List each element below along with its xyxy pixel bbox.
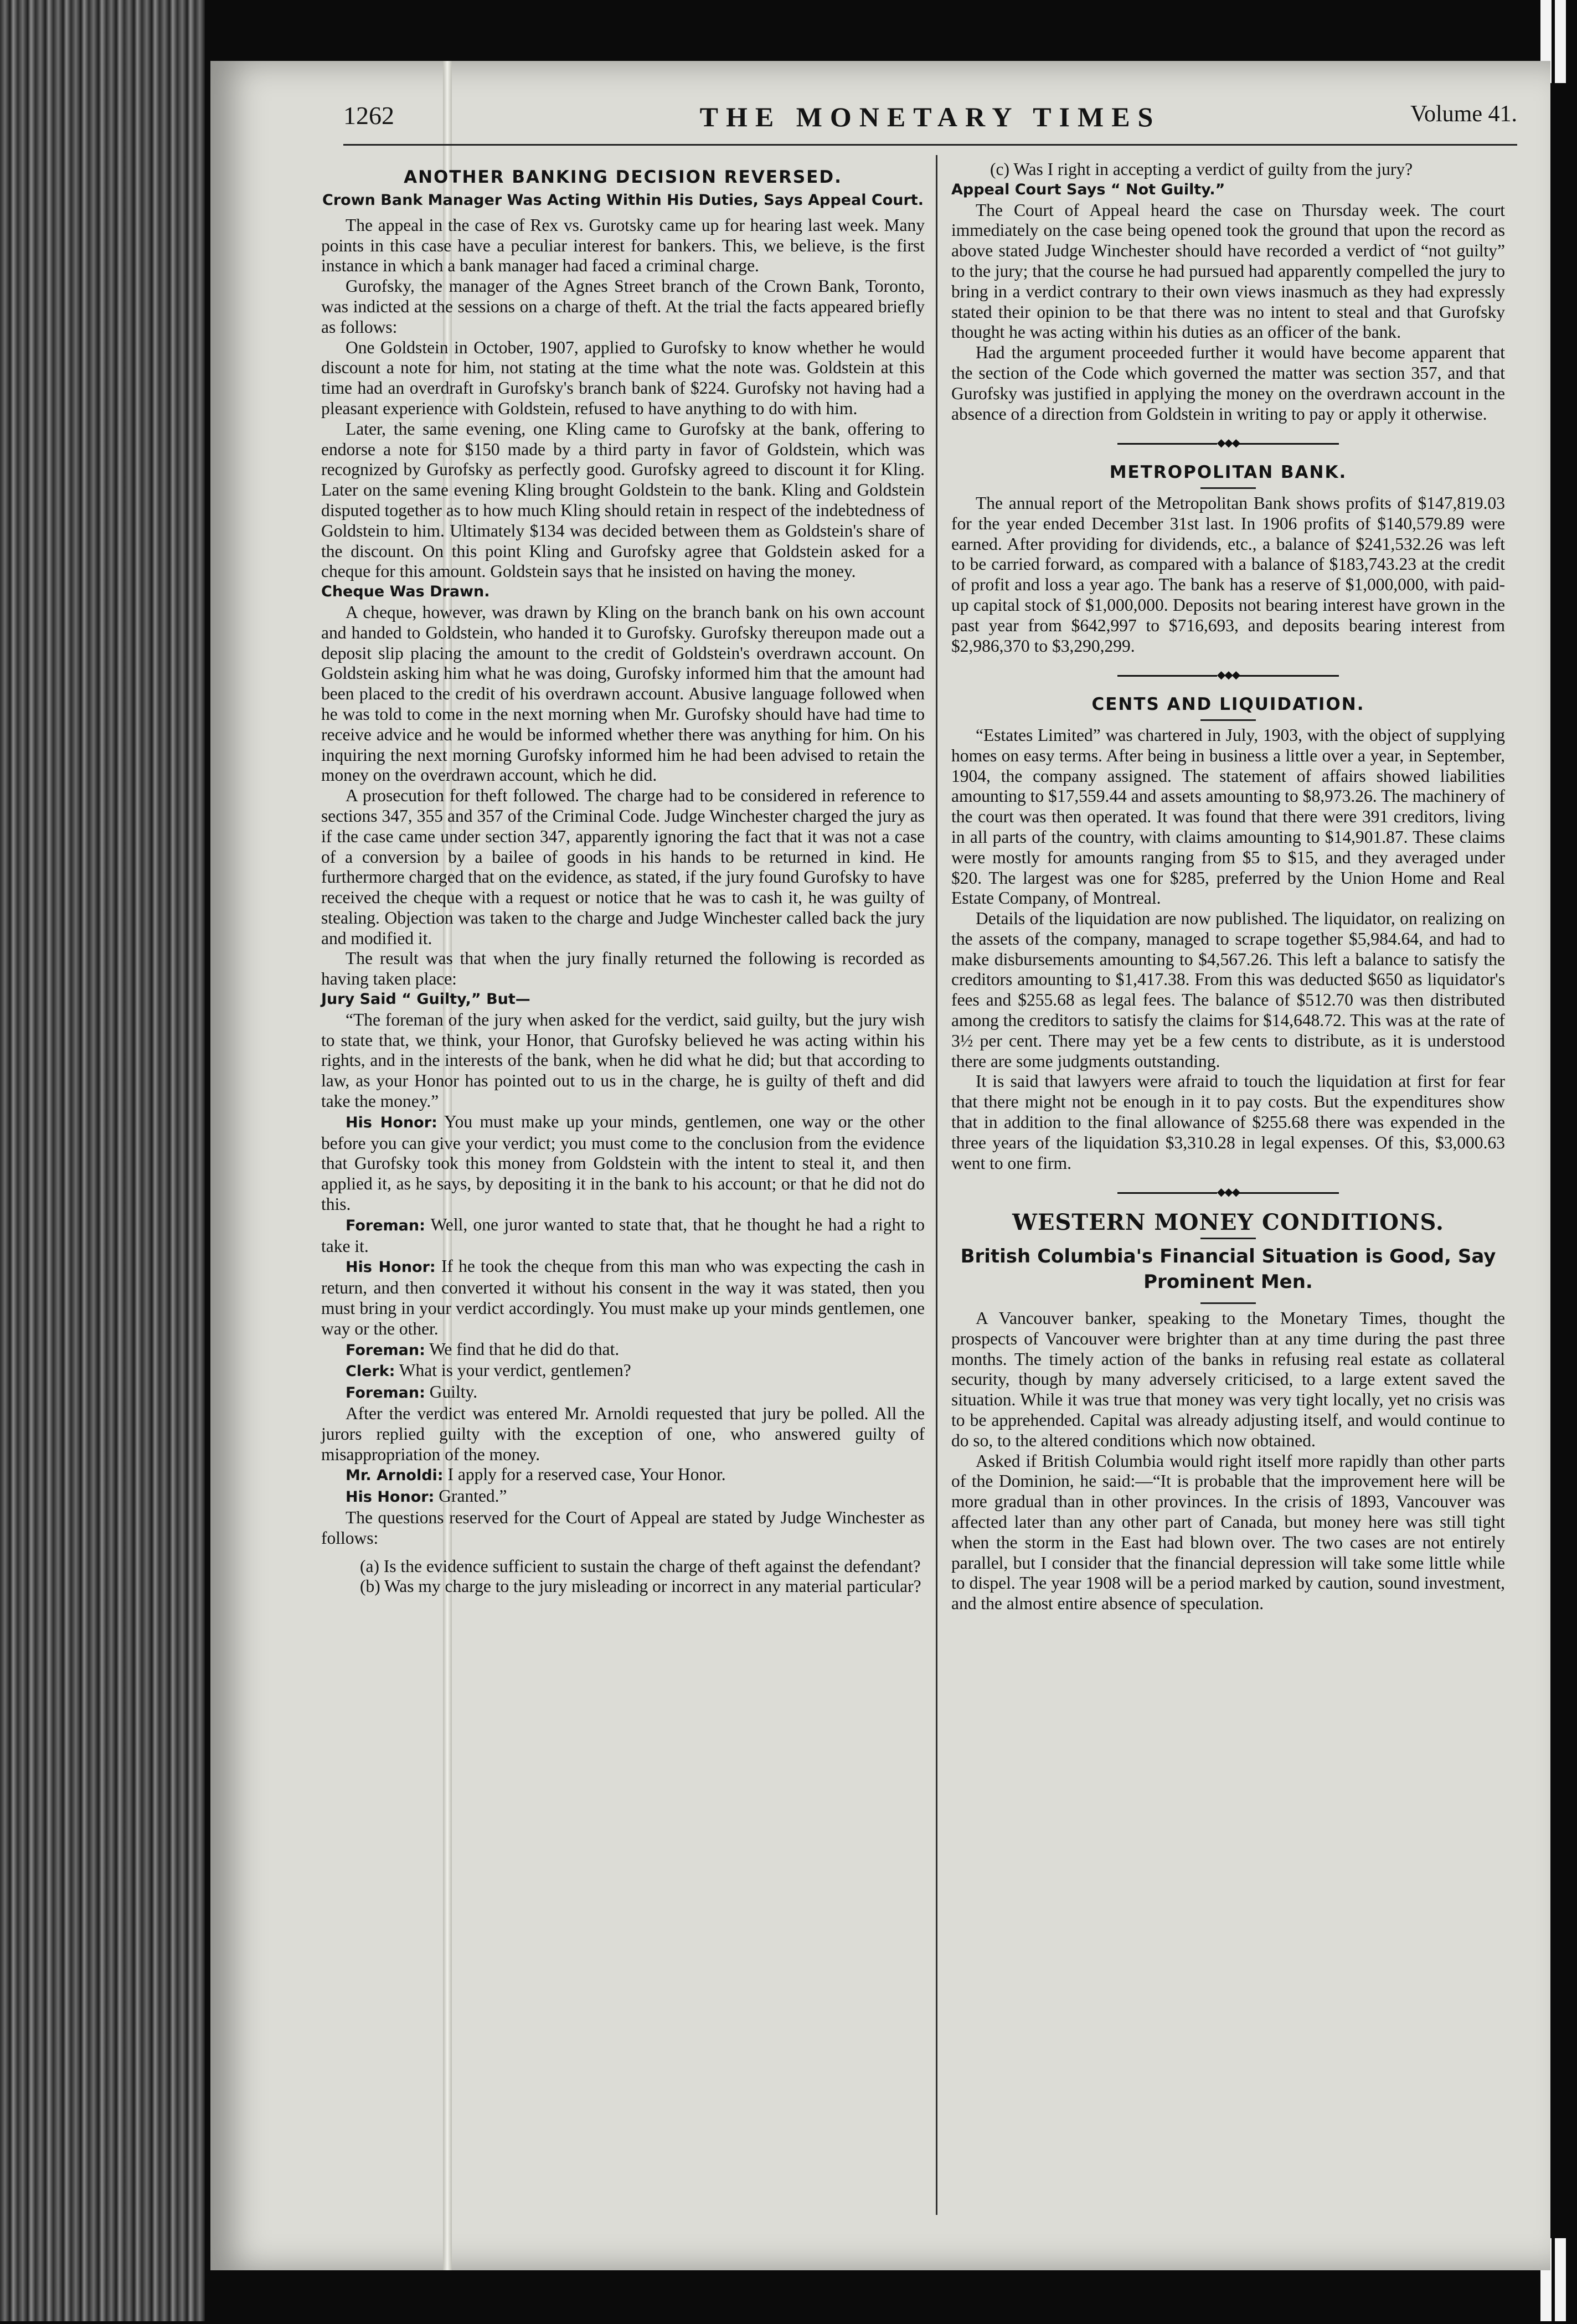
speaker: Clerk:: [346, 1363, 395, 1380]
paragraph: Asked if British Columbia would right itself more rapidly than other parts of the Dominion, he said:—“It is probable that the improvement here will be more gradual than in other provinces. In the crisis of 1893, Vancouver was affected later than any other part of Canada, but money here was still tight when the storm in the East had blown over. The two cases are not entirely parallel, but I consider that the financial depression will take some little while to dispel. The year 1908 will be a period marked by caution, sound investment, and the almost entire absence of speculation.: [951, 1451, 1505, 1614]
right-column: [951, 159, 1505, 1614]
question-item: (a) Is the evidence sufficient to sustain the charge of theft against the defendant?: [360, 1556, 921, 1576]
title-rule: [1200, 487, 1256, 489]
section-heading: Jury Said “ Guilty,” But—: [321, 991, 530, 1008]
speaker: Mr. Arnoldi:: [346, 1467, 444, 1485]
ornament-divider: ◆◆◆: [951, 1182, 1505, 1203]
article-title: WESTERN MONEY CONDITIONS.: [1012, 1209, 1444, 1236]
column-rule: [936, 155, 937, 2215]
paragraph: It is said that lawyers were afraid to touch the liquidation at first for fear that there might not be enough in it to pay costs. But the expenditures show that in addition to the final allowance of $255.68 there was expended in the three years of the liquidation $3,310.28 in legal expenses. Of this, $3,000.63 went to one firm.: [951, 1071, 1505, 1173]
page-number: 1262: [343, 101, 394, 130]
article-title: ANOTHER BANKING DECISION REVERSED.: [404, 167, 842, 187]
speaker: His Honor:: [346, 1488, 435, 1506]
paragraph: A Vancouver banker, speaking to the Monetary Times, thought the prospects of Vancouver were brighter than at any time during the past three months. The timely action of the banks in refusing real estate as collateral security, though by many adversely criticised, to a large extent saved the situation. While it was true that money was very tight locally, yet no crisis was to be apprehended. Capital was already adjusting itself, and would continue to do so, to the altered conditions which now obtained.: [951, 1308, 1505, 1450]
left-column: [321, 159, 925, 1597]
publication-title: THE MONETARY TIMES: [699, 101, 1161, 132]
paragraph: “The foreman of the jury when asked for the verdict, said guilty, but the jury wish to state that, we think, your Honor, that Gurofsky believed he was acting within his rights, and in the interests of the bank, when he did what he did; but that according to law, as your Honor has pointed out to us in the charge, he is guilty of theft and did take the money.”: [321, 1009, 925, 1111]
speaker: His Honor:: [346, 1114, 437, 1131]
ornament-divider: ◆◆◆: [951, 665, 1505, 686]
paragraph: The questions reserved for the Court of Appeal are stated by Judge Winchester as follows:: [321, 1508, 925, 1548]
paragraph: Details of the liquidation are now published. The liquidator, on realizing on the assets of the company, managed to scrape together $5,984.64, and had to make disbursements amounting to $4,567.26. This left a balance to satisfy the creditors amounting to $1,417.38. From this was deducted $650 as liquidator's fees and $255.68 as legal fees. The balance of $512.70 was then distributed among the creditors to satisfy the claims for $14,648.72. This was at the rate of 3½ per cent. There may yet be a few cents to distribute, as it is understood there are some judgments outstanding.: [951, 909, 1505, 1071]
section-heading: Appeal Court Says “ Not Guilty.”: [951, 181, 1225, 198]
paragraph: The appeal in the case of Rex vs. Gurotsky came up for hearing last week. Many points in this case have a peculiar interest for bankers. This, we believe, is the first instance in which a bank manager had faced a criminal charge.: [321, 215, 925, 276]
speaker: His Honor:: [346, 1259, 436, 1276]
paragraph: The result was that when the jury finally returned the following is recorded as having taken place:: [321, 949, 925, 989]
article-subtitle: British Columbia's Financial Situation is Good, Say Prominent Men.: [960, 1245, 1496, 1294]
section-heading: Cheque Was Drawn.: [321, 583, 490, 601]
volume-label: Volume 41.: [1410, 101, 1517, 127]
dialogue-line: Clerk: What is your verdict, gentlemen?: [346, 1361, 631, 1380]
question-item: (b) Was my charge to the jury misleading or incorrect in any material particular?: [360, 1576, 921, 1596]
title-rule: [1200, 1238, 1256, 1239]
newspaper-page: [210, 61, 1550, 2270]
paragraph: Had the argument proceeded further it would have become apparent that the section of the Code which governed the matter was section 357, and that Gurofsky was justified in applying the money on the overdrawn account in the absence of a direction from Goldstein in writing to pay or apply it otherwise.: [951, 343, 1505, 424]
dialogue-line: His Honor: You must make up your minds, gentlemen, one way or the other before you can give your verdict; you must come to the conclusion from the evidence that Gurofsky took this money from Goldstein with the intent to steal it, and then applied it, as he says, by depositing it in the bank to his account; or that he did not do this.: [321, 1111, 925, 1214]
dialogue-line: Foreman: We find that he did do that.: [346, 1339, 620, 1359]
paragraph: The Court of Appeal heard the case on Thursday week. The court immediately on the case being opened took the ground that upon the record as above stated Judge Winchester should have recorded a verdict of “not guilty” to the jury; that the course he had pursued had apparently compelled the jury to bring in a verdict contrary to their own views inasmuch as they had expressly stated their opinion to be that there was no intent to steal and that Gurofsky thought he was acting within his duties as an officer of the bank.: [951, 200, 1505, 342]
speaker: Foreman:: [346, 1384, 425, 1402]
speaker: Foreman:: [346, 1217, 425, 1234]
dialogue-line: Mr. Arnoldi: I apply for a reserved case, Your Honor.: [346, 1465, 726, 1485]
dialogue-line: Foreman: Guilty.: [346, 1382, 478, 1402]
article-title: METROPOLITAN BANK.: [1109, 462, 1347, 483]
paragraph: Later, the same evening, one Kling came to Gurofsky at the bank, offering to endorse a note for $150 made by a third party in favor of Goldstein, which was recognized by Gurofsky as perfectly good. Gurofsky agreed to discount it for Kling. Later on the same evening Kling brought Goldstein to the bank. Kling and Goldstein disputed together as to how much Kling should retain in respect of the indebtedness of Goldstein to him. Ultimately $134 was decided between them as Goldstein's share of the discount. On this point Kling and Gurofsky agree that Goldstein asked for a cheque for this amount. Goldstein says that he insisted on having the money.: [321, 419, 925, 581]
paragraph: A cheque, however, was drawn by Kling on the branch bank on his own account and handed to Goldstein, who handed it to Gurofsky. Gurofsky thereupon made out a deposit slip placing the amount to the credit of Goldstein's overdrawn account. On Goldstein asking him what he was doing, Gurofsky informed him that the amount had been placed to the credit of his overdrawn account. Abusive language followed when he was told to come in the next morning when Mr. Gurofsky should have had time to receive advice and he would be informed whether there was anything for him. On his inquiring the next morning Gurofsky informed him he had been advised to retain the money on the overdrawn account, which he did.: [321, 602, 925, 785]
dialogue-line: His Honor: Granted.”: [346, 1486, 507, 1506]
header-rule: [343, 144, 1517, 146]
dialogue-line: Foreman: Well, one juror wanted to state that, that he thought he had a right to take it.: [321, 1214, 925, 1256]
speaker: Foreman:: [346, 1341, 425, 1359]
paragraph: A prosecution for theft followed. The charge had to be considered in reference to sections 347, 355 and 357 of the Criminal Code. Judge Winchester charged the jury as if the case came under section 347, apparently ignoring the fact that it was not a case of a conversion by a bailee of goods in his hands to be returned in kind. He furthermore charged that on the evidence, as stated, if the jury found Gurofsky to have received the cheque with a request or notice that he was to cash it, he was guilty of stealing. Objection was taken to the charge and Judge Winchester called back the jury and modified it.: [321, 786, 925, 948]
paragraph: One Goldstein in October, 1907, applied to Gurofsky to know whether he would discount a note for him, not stating at the time what the note was. Goldstein at this time had an overdraft in Gurofsky's branch bank of $224. Gurofsky not having had a pleasant experience with Goldstein, refused to have anything to do with him.: [321, 337, 925, 418]
title-rule: [1200, 1302, 1256, 1304]
article-title: CENTS AND LIQUIDATION.: [1091, 694, 1365, 715]
title-rule: [1200, 719, 1256, 721]
running-header: [343, 101, 1517, 134]
book-binding: [0, 0, 205, 2321]
ornament-divider: ◆◆◆: [951, 433, 1505, 454]
question-item: (c) Was I right in accepting a verdict of guilty from the jury?: [990, 159, 1413, 179]
paragraph: After the verdict was entered Mr. Arnoldi requested that jury be polled. All the jurors replied guilty with the exception of one, who answered guilty of misappropriation of the money.: [321, 1404, 925, 1464]
paragraph: Gurofsky, the manager of the Agnes Street branch of the Crown Bank, Toronto, was indicted at the sessions on a charge of theft. At the trial the facts appeared briefly as follows:: [321, 276, 925, 337]
paragraph: “Estates Limited” was chartered in July, 1903, with the object of supplying homes on easy terms. After being in business a little over a year, in September, 1904, the company assigned. The statement of affairs showed liabilities amounting to $17,559.44 and assets amounting to $8,973.26. The machinery of the court was then operated. It was found that there were 391 creditors, living in all parts of the country, with claims amounting to $14,901.87. These claims were mostly for amounts ranging from $5 to $15, and they averaged under $20. The largest was one for $285, preferred by the Union Home and Real Estate Company, of Montreal.: [951, 725, 1505, 908]
paragraph: The annual report of the Metropolitan Bank shows profits of $147,819.03 for the year ended December 31st last. In 1906 profits of $140,579.89 were earned. After providing for dividends, etc., a balance of $241,532.26 was left to be carried forward, as compared with a balance of $183,743.23 at the credit of profit and loss a year ago. The bank has a reserve of $1,000,000, with paid-up capital stock of $1,000,000. Deposits not bearing interest have grown in the past year from $642,997 to $716,693, and deposits bearing interest from $2,986,370 to $3,290,299.: [951, 493, 1505, 656]
article-subtitle: Crown Bank Manager Was Acting Within His Duties, Says Appeal Court.: [322, 191, 924, 209]
dialogue-line: His Honor: If he took the cheque from this man who was expecting the cash in return, and then converted it without his consent in the way it was stated, then you must bring in your verdict accordingly. You must make up your minds gentlemen, one way or the other.: [321, 1256, 925, 1338]
